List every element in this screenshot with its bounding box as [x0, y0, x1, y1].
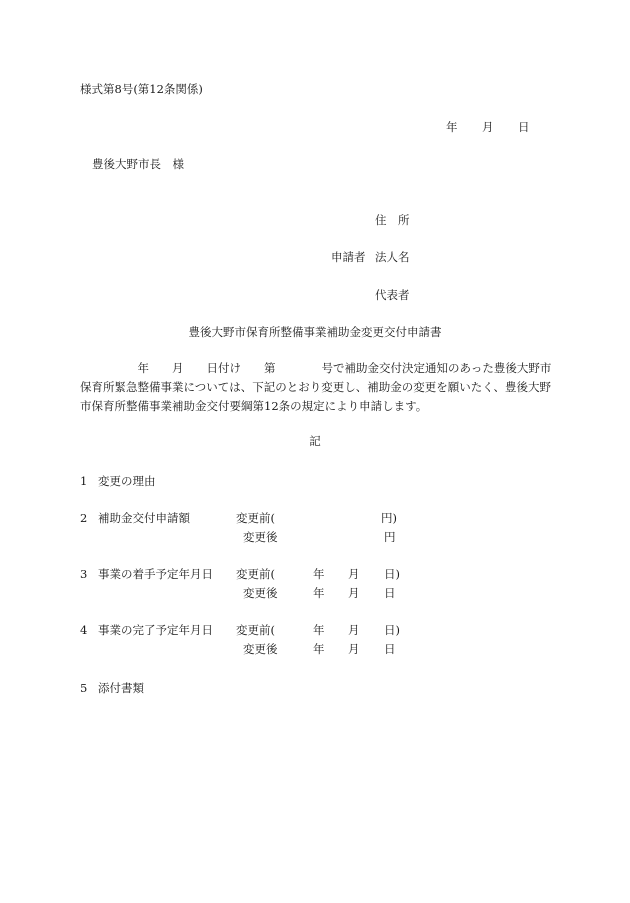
- item-4-before-month: 月: [348, 623, 360, 637]
- item-4-before-year: 年: [313, 623, 325, 637]
- document-title: 豊後大野市保育所整備事業補助金変更交付申請書: [188, 325, 442, 339]
- body-paragraph: 年 月 日付け 第 号で補助金交付決定通知のあった豊後大野市保育所緊急整備事業については、下記のとおり変更し、補助金の変更を願いたく、豊後大野市保育所整備事業補助金交付要綱第12条の規定により申請します。: [80, 361, 552, 413]
- item-3-after-label: 変更後: [243, 586, 278, 600]
- item-2-after-label: 変更後: [243, 530, 278, 544]
- item-3-before-month: 月: [348, 567, 360, 581]
- item-4-before-day: 日): [384, 623, 400, 637]
- item-4: [80, 622, 213, 638]
- item-3-before-day: 日): [384, 567, 400, 581]
- item-2: [80, 510, 190, 526]
- item-5: [80, 680, 144, 696]
- addressee: 豊後大野市長 様: [92, 157, 184, 171]
- item-2-before-label: 変更前(: [236, 511, 275, 525]
- ki-heading: 記: [309, 434, 321, 448]
- date-line: [446, 119, 530, 135]
- date-day: 日: [518, 120, 530, 134]
- item-4-after-year: 年: [313, 642, 325, 656]
- date-month: 月: [482, 120, 494, 134]
- item-4-after-day: 日: [384, 642, 396, 656]
- item-3-after-year: 年: [313, 586, 325, 600]
- item-4-after-month: 月: [348, 642, 360, 656]
- item-4-number: 4: [80, 623, 88, 637]
- item-4-after-label: 変更後: [243, 642, 278, 656]
- item-2-before-close: 円): [381, 511, 397, 525]
- item-2-after-unit: 円: [384, 530, 396, 544]
- item-3-before-year: 年: [313, 567, 325, 581]
- corp-name-label: 法人名: [375, 250, 410, 264]
- item-1-label: 変更の理由: [98, 474, 156, 488]
- item-3: [80, 566, 213, 582]
- item-3-label: 事業の着手予定年月日: [98, 567, 213, 581]
- item-2-label: 補助金交付申請額: [98, 511, 190, 525]
- item-2-number: 2: [80, 511, 88, 525]
- applicant-name-line: [331, 249, 410, 265]
- item-3-after-day: 日: [384, 586, 396, 600]
- item-4-label: 事業の完了予定年月日: [98, 623, 213, 637]
- item-1-number: 1: [80, 474, 88, 488]
- item-4-before-label: 変更前(: [236, 623, 275, 637]
- applicant-prefix: 申請者: [331, 250, 366, 264]
- item-5-number: 5: [80, 681, 88, 695]
- representative-label: 代表者: [375, 288, 410, 302]
- date-year: 年: [446, 120, 458, 134]
- item-3-before-label: 変更前(: [236, 567, 275, 581]
- form-number: 様式第8号(第12条関係): [80, 82, 203, 96]
- applicant-address-label: 住 所: [375, 213, 410, 227]
- item-3-number: 3: [80, 567, 88, 581]
- item-5-label: 添付書類: [98, 681, 144, 695]
- item-1: [80, 473, 156, 489]
- item-3-after-month: 月: [348, 586, 360, 600]
